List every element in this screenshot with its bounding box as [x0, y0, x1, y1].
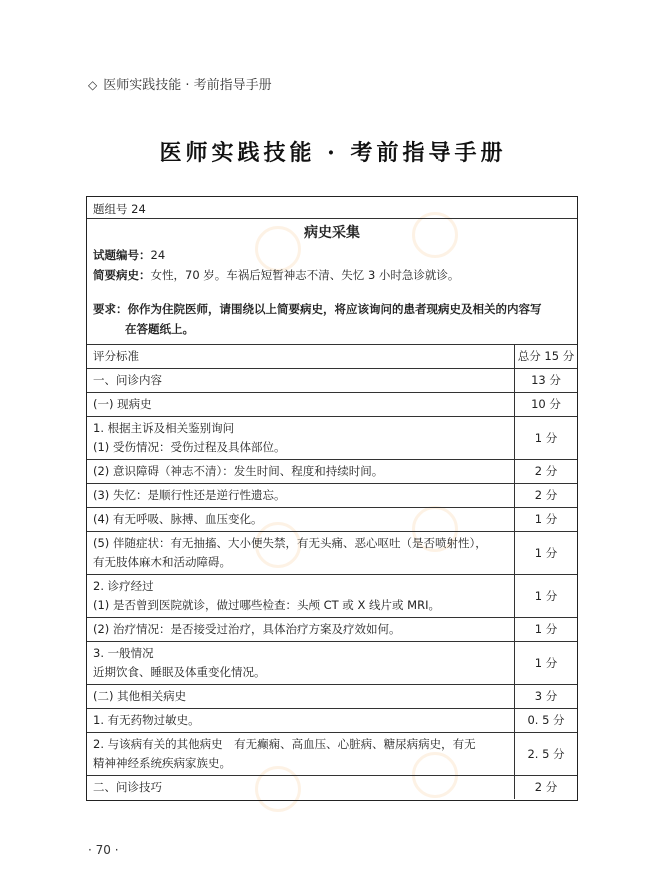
table-row	[87, 345, 577, 369]
criterion-text: 3. 一般情况	[93, 646, 154, 660]
criterion-text: (2) 意识障碍（神志不清）：发生时间、程度和持续时间。	[93, 464, 384, 478]
table-row	[87, 417, 577, 460]
criterion-text: 精神神经系统疾病家族史。	[93, 756, 231, 770]
question-number: 试题编号：24	[93, 248, 166, 262]
score-cell: 2 分	[515, 460, 578, 484]
score-cell: 1 分	[515, 618, 578, 642]
group-number: 题组号 24	[87, 197, 577, 219]
criterion-text: 一、问诊内容	[93, 373, 162, 387]
criterion-text: 2. 诊疗经过	[93, 579, 154, 593]
score-cell: 2 分	[515, 776, 578, 800]
criterion-text: (2) 治疗情况：是否接受过治疗，具体治疗方案及疗效如何。	[93, 622, 401, 636]
criterion-cell	[87, 575, 515, 618]
requirement-line-2: 在答题纸上。	[125, 322, 194, 336]
brief-history: 简要病史：女性，70 岁。车祸后短暂神志不清、失忆 3 小时急诊就诊。	[93, 268, 460, 282]
table-row	[87, 484, 577, 508]
table-row	[87, 709, 577, 733]
criterion-text: 2. 与该病有关的其他病史 有无癫痫、高血压、心脏病、糖尿病病史，有无	[93, 737, 476, 751]
criterion-cell	[87, 733, 515, 776]
criterion-cell	[87, 484, 515, 508]
criterion-cell	[87, 618, 515, 642]
criterion-cell	[87, 345, 515, 369]
score-cell: 2 分	[515, 484, 578, 508]
score-cell: 1 分	[515, 642, 578, 685]
criterion-cell	[87, 685, 515, 709]
table-row	[87, 733, 577, 776]
running-header-text: 医师实践技能 · 考前指导手册	[103, 78, 272, 93]
requirement-line-1: 要求：你作为住院医师，请围绕以上简要病史，将应该询问的患者现病史及相关的内容写	[93, 302, 542, 316]
diamond-icon: ◇	[88, 78, 98, 92]
score-cell: 1 分	[515, 508, 578, 532]
table-row	[87, 508, 577, 532]
scoring-table	[87, 345, 577, 799]
score-cell: 0. 5 分	[515, 709, 578, 733]
criterion-cell	[87, 642, 515, 685]
criterion-text: (1) 受伤情况：受伤过程及具体部位。	[93, 440, 286, 454]
criterion-text: (一) 现病史	[93, 397, 152, 411]
criterion-text: (1) 是否曾到医院就诊，做过哪些检查：头颅 CT 或 X 线片或 MRI。	[93, 598, 440, 612]
score-cell: 13 分	[515, 369, 578, 393]
table-row	[87, 685, 577, 709]
table-row	[87, 393, 577, 417]
exam-card	[86, 196, 578, 801]
criterion-text: (5) 伴随症状：有无抽搐、大小便失禁，有无头痛、恶心呕吐（是否喷射性），	[93, 536, 487, 550]
criterion-cell	[87, 508, 515, 532]
table-row	[87, 460, 577, 484]
case-intro	[87, 219, 577, 345]
table-row	[87, 642, 577, 685]
section-heading: 病史采集	[304, 225, 360, 241]
criterion-cell	[87, 369, 515, 393]
page-number: · 70 ·	[88, 843, 119, 857]
score-cell: 3 分	[515, 685, 578, 709]
score-cell: 总分 15 分	[515, 345, 578, 369]
table-row	[87, 575, 577, 618]
criterion-cell	[87, 417, 515, 460]
table-row	[87, 532, 577, 575]
criterion-cell	[87, 393, 515, 417]
score-cell: 10 分	[515, 393, 578, 417]
page-title: 医师实践技能 · 考前指导手册	[159, 140, 507, 166]
criterion-text: (4) 有无呼吸、脉搏、血压变化。	[93, 512, 263, 526]
criterion-text: 有无肢体麻木和活动障碍。	[93, 555, 231, 569]
table-row	[87, 618, 577, 642]
criterion-cell	[87, 776, 515, 800]
score-cell: 1 分	[515, 417, 578, 460]
criterion-text: 1. 有无药物过敏史。	[93, 713, 200, 727]
criterion-text: 1. 根据主诉及相关鉴别询问	[93, 421, 235, 435]
criterion-cell	[87, 709, 515, 733]
score-cell: 1 分	[515, 575, 578, 618]
criterion-cell	[87, 460, 515, 484]
criterion-text: 近期饮食、睡眠及体重变化情况。	[93, 665, 266, 679]
table-row	[87, 369, 577, 393]
criterion-text: 评分标准	[93, 349, 139, 363]
score-cell: 2. 5 分	[515, 733, 578, 776]
running-header	[88, 74, 272, 93]
criterion-text: 二、问诊技巧	[93, 780, 162, 794]
score-cell: 1 分	[515, 532, 578, 575]
criterion-cell	[87, 532, 515, 575]
criterion-text: (二) 其他相关病史	[93, 689, 187, 703]
criterion-text: (3) 失忆：是顺行性还是逆行性遗忘。	[93, 488, 286, 502]
table-row	[87, 776, 577, 800]
